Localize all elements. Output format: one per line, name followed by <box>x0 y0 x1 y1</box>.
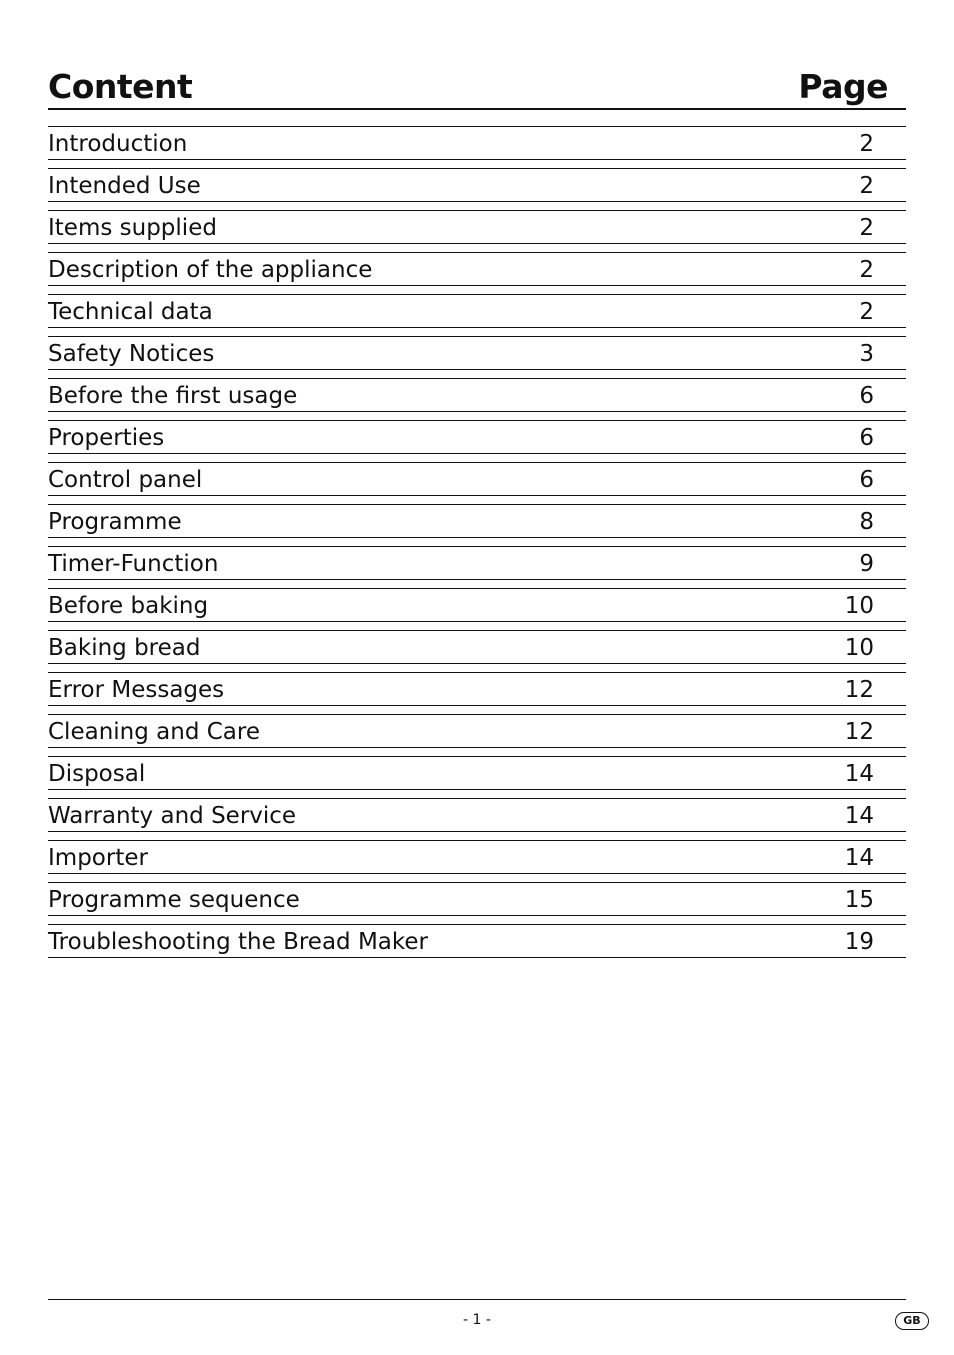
toc-entry-page: 2 <box>859 257 874 283</box>
toc-entry-label: Technical data <box>48 299 213 325</box>
toc-entry[interactable] <box>48 672 906 706</box>
toc-entry[interactable] <box>48 840 906 874</box>
toc-entry[interactable] <box>48 168 906 202</box>
toc-entry[interactable] <box>48 420 906 454</box>
toc-entry-label: Importer <box>48 845 148 871</box>
page-column-label: Page <box>798 67 888 106</box>
toc-entry-label: Programme sequence <box>48 887 300 913</box>
footer-divider <box>48 1299 906 1300</box>
toc-entry[interactable] <box>48 294 906 328</box>
toc-entry[interactable] <box>48 714 906 748</box>
toc-entry-page: 9 <box>859 551 874 577</box>
toc-header <box>48 62 906 110</box>
toc-entry-page: 10 <box>844 635 874 661</box>
toc-entry[interactable] <box>48 252 906 286</box>
toc-entry[interactable] <box>48 378 906 412</box>
toc-entry-page: 3 <box>859 341 874 367</box>
toc-entry-label: Programme <box>48 509 182 535</box>
toc-title: Content <box>48 67 193 106</box>
toc-entry-label: Description of the appliance <box>48 257 373 283</box>
toc-entry-label: Timer-Function <box>48 551 219 577</box>
toc-entry-page: 2 <box>859 131 874 157</box>
toc-entry-page: 2 <box>859 299 874 325</box>
toc-entry-page: 19 <box>844 929 874 955</box>
toc-entry-label: Before baking <box>48 593 209 619</box>
toc-entry-page: 12 <box>844 677 874 703</box>
language-badge: GB <box>895 1312 929 1330</box>
toc-entry-label: Intended Use <box>48 173 201 199</box>
toc-entry[interactable] <box>48 924 906 958</box>
toc-entry[interactable] <box>48 546 906 580</box>
toc-entry-label: Items supplied <box>48 215 217 241</box>
toc-entry[interactable] <box>48 882 906 916</box>
toc-entry-page: 12 <box>844 719 874 745</box>
toc-entry-label: Error Messages <box>48 677 225 703</box>
toc-entry-label: Troubleshooting the Bread Maker <box>48 929 428 955</box>
toc-entry-page: 15 <box>844 887 874 913</box>
toc-entry[interactable] <box>48 462 906 496</box>
toc-entry-label: Properties <box>48 425 165 451</box>
toc-entry[interactable] <box>48 588 906 622</box>
toc-entry-label: Safety Notices <box>48 341 215 367</box>
footer-page-number: - 1 - <box>463 1312 491 1328</box>
toc-entry-page: 6 <box>859 425 874 451</box>
toc-entry-page: 10 <box>844 593 874 619</box>
toc-entry-label: Baking bread <box>48 635 201 661</box>
toc-entry-page: 6 <box>859 383 874 409</box>
toc-entry-label: Disposal <box>48 761 146 787</box>
toc-entry-label: Before the first usage <box>48 383 298 409</box>
toc-entry-label: Cleaning and Care <box>48 719 260 745</box>
toc-entry-page: 14 <box>844 803 874 829</box>
toc-entry[interactable] <box>48 336 906 370</box>
toc-entry-page: 8 <box>859 509 874 535</box>
toc-entry-page: 14 <box>844 761 874 787</box>
toc-entry-page: 14 <box>844 845 874 871</box>
toc-entry[interactable] <box>48 126 906 160</box>
toc-entry-page: 2 <box>859 215 874 241</box>
toc-entry-label: Control panel <box>48 467 203 493</box>
toc-entry[interactable] <box>48 210 906 244</box>
toc-entry[interactable] <box>48 798 906 832</box>
toc-entry[interactable] <box>48 756 906 790</box>
toc-entry-page: 2 <box>859 173 874 199</box>
toc-entry-label: Introduction <box>48 131 188 157</box>
toc-entry[interactable] <box>48 504 906 538</box>
toc-entry-label: Warranty and Service <box>48 803 297 829</box>
toc-entry[interactable] <box>48 630 906 664</box>
toc-entry-page: 6 <box>859 467 874 493</box>
table-of-contents <box>48 126 906 966</box>
